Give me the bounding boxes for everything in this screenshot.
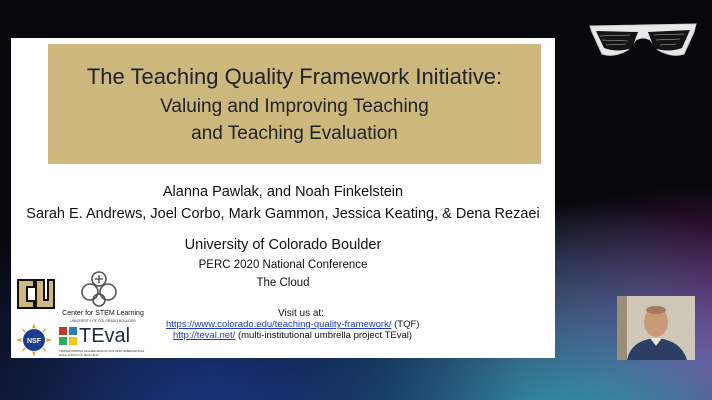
teval-logo-icon <box>59 327 77 345</box>
slide-title-line1: The Teaching Quality Framework Initiative: <box>86 64 503 89</box>
location: The Cloud <box>256 277 310 289</box>
stem-label: Center for STEM Learning <box>62 310 144 317</box>
teval-link[interactable]: http://teval.net/ <box>173 330 236 341</box>
link-line-tqf <box>166 319 419 330</box>
teval-sublabel: TRANSFORMING HIGHER EDUCATION MULTIDIMENSIONAL EVALUATION OF TEACHING <box>59 349 145 357</box>
cu-logo-icon <box>16 276 56 312</box>
tqf-link[interactable]: https://www.colorado.edu/teaching-quality-framework/ <box>166 319 392 330</box>
glasses-icon <box>588 20 698 60</box>
stem-logo-icon <box>77 270 122 308</box>
stem-sublabel: UNIVERSITY OF COLORADO BOULDER <box>70 319 136 323</box>
title-box <box>48 44 541 164</box>
teval-suffix: (multi-institutional umbrella project TEval) <box>235 330 413 341</box>
nsf-text: NSF <box>27 338 41 345</box>
authors-line1: Alanna Pawlak, and Noah Finkelstein <box>162 184 404 200</box>
link-line-teval <box>173 330 412 341</box>
authors-line2: Sarah E. Andrews, Joel Corbo, Mark Gammon, Jessica Keating, & Dena Rezaei <box>26 206 540 222</box>
teval-name: TEval <box>79 325 131 347</box>
institution: University of Colorado Boulder <box>184 237 382 253</box>
slide-title-line2: Valuing and Improving Teaching <box>160 96 429 117</box>
person-video-icon <box>617 296 695 360</box>
presentation-slide <box>11 38 555 358</box>
visit-label: Visit us at: <box>278 308 324 319</box>
nsf-logo-icon <box>16 323 52 357</box>
slide-title-line3: and Teaching Evaluation <box>191 123 398 144</box>
conference: PERC 2020 National Conference <box>198 259 368 271</box>
tqf-suffix: (TQF) <box>391 319 420 330</box>
webcam-thumbnail <box>617 296 695 360</box>
